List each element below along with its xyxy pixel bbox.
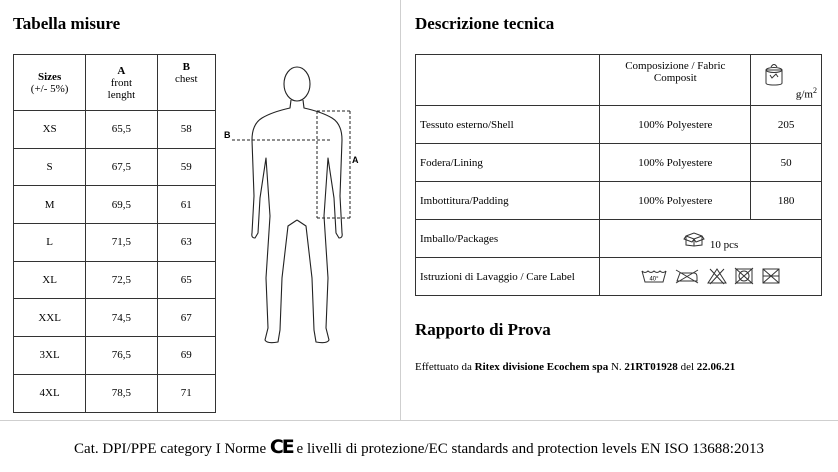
tech-weight: 205 [751, 106, 822, 144]
a-cell: 78,5 [86, 374, 157, 412]
b-cell: 71 [157, 374, 215, 412]
size-cell: 3XL [14, 337, 86, 375]
b-cell: 58 [157, 111, 215, 149]
table-row [14, 261, 216, 299]
footer-standards: Cat. DPI/PPE category I Norme CE e livelli di protezione/EC standards and protection levels EN ISO 13688:2013 [74, 436, 764, 458]
packages-label: Imballo/Packages [416, 220, 600, 258]
b-cell: 69 [157, 337, 215, 375]
b-cell: 67 [157, 299, 215, 337]
header-a-code: A [117, 64, 126, 77]
report-date: 22.06.21 [696, 361, 736, 373]
b-cell: 63 [157, 224, 215, 262]
size-cell: XS [14, 111, 86, 149]
report-lab: Ritex divisione Ecochem spa [474, 361, 609, 373]
header-sizes [14, 55, 86, 111]
tech-title: Descrizione tecnica [415, 14, 555, 33]
no-dry-clean-icon [761, 267, 781, 285]
svg-text:40°: 40° [649, 276, 659, 282]
header-composition-1: Composizione / Fabric [625, 60, 726, 72]
table-row [14, 224, 216, 262]
no-bleach-icon [707, 267, 727, 285]
vertical-divider [400, 0, 401, 420]
size-table [13, 54, 216, 413]
header-b [157, 55, 215, 111]
header-a-label-1: front [110, 76, 133, 89]
size-cell: M [14, 186, 86, 224]
box-package-icon [683, 231, 705, 247]
header-weight [751, 55, 822, 106]
tech-weight: 180 [751, 182, 822, 220]
b-cell: 65 [157, 261, 215, 299]
no-tumble-dry-icon [734, 267, 754, 285]
horizontal-divider [0, 420, 838, 421]
report-line: Effettuato da Ritex divisione Ecochem spa N. 21RT01928 del 22.06.21 [415, 361, 736, 373]
size-chart-title: Tabella misure [13, 14, 121, 33]
figure-label-b: B [224, 130, 231, 140]
a-cell: 69,5 [86, 186, 157, 224]
report-title: Rapporto di Prova [415, 320, 551, 339]
table-row [416, 106, 822, 144]
packages-value: 10 pcs [709, 238, 739, 251]
tech-table [415, 54, 822, 296]
size-cell: S [14, 148, 86, 186]
table-row [14, 337, 216, 375]
tech-label: Imbottitura/Padding [416, 182, 600, 220]
body-outline-icon [252, 67, 342, 343]
a-cell: 67,5 [86, 148, 157, 186]
tech-composition: 100% Polyestere [600, 144, 751, 182]
care-cell [600, 258, 822, 296]
care-row [416, 258, 822, 296]
figure-label-a: A [352, 155, 359, 165]
weight-scale-icon [763, 61, 785, 87]
a-cell: 65,5 [86, 111, 157, 149]
table-row [14, 186, 216, 224]
tech-weight: 50 [751, 144, 822, 182]
a-cell: 76,5 [86, 337, 157, 375]
table-row [14, 299, 216, 337]
report-number: 21RT01928 [624, 361, 678, 373]
b-cell: 61 [157, 186, 215, 224]
a-cell: 71,5 [86, 224, 157, 262]
b-cell: 59 [157, 148, 215, 186]
table-row [14, 148, 216, 186]
weight-unit: $g/m^2$ [795, 86, 817, 101]
a-cell: 72,5 [86, 261, 157, 299]
tech-label: Tessuto esterno/Shell [416, 106, 600, 144]
a-cell: 74,5 [86, 299, 157, 337]
care-label: Istruzioni di Lavaggio / Care Label [416, 258, 600, 296]
no-iron-icon [674, 268, 700, 284]
table-row [14, 111, 216, 149]
header-b-label: chest [174, 73, 198, 85]
header-sizes-label: Sizes [38, 70, 62, 83]
packages-cell [600, 220, 822, 258]
header-sizes-note: (+/- 5%) [30, 82, 69, 95]
header-composition [600, 55, 751, 106]
tech-label: Fodera/Lining [416, 144, 600, 182]
size-cell: 4XL [14, 374, 86, 412]
header-a-label-2: lenght [107, 88, 136, 101]
header-b-code: B [182, 61, 190, 73]
tech-composition: 100% Polyestere [600, 106, 751, 144]
table-row [14, 374, 216, 412]
table-row [416, 182, 822, 220]
ce-mark-icon: CE [269, 436, 293, 458]
header-a [86, 55, 157, 111]
table-row [416, 144, 822, 182]
packages-row [416, 220, 822, 258]
size-cell: XL [14, 261, 86, 299]
size-cell: L [14, 224, 86, 262]
tech-composition: 100% Polyestere [600, 182, 751, 220]
header-composition-2: Composit [653, 72, 697, 84]
wash-40-icon [641, 268, 667, 284]
size-table-header [14, 55, 216, 111]
body-measurement-figure [222, 58, 397, 358]
tech-table-header [416, 55, 822, 106]
size-cell: XXL [14, 299, 86, 337]
